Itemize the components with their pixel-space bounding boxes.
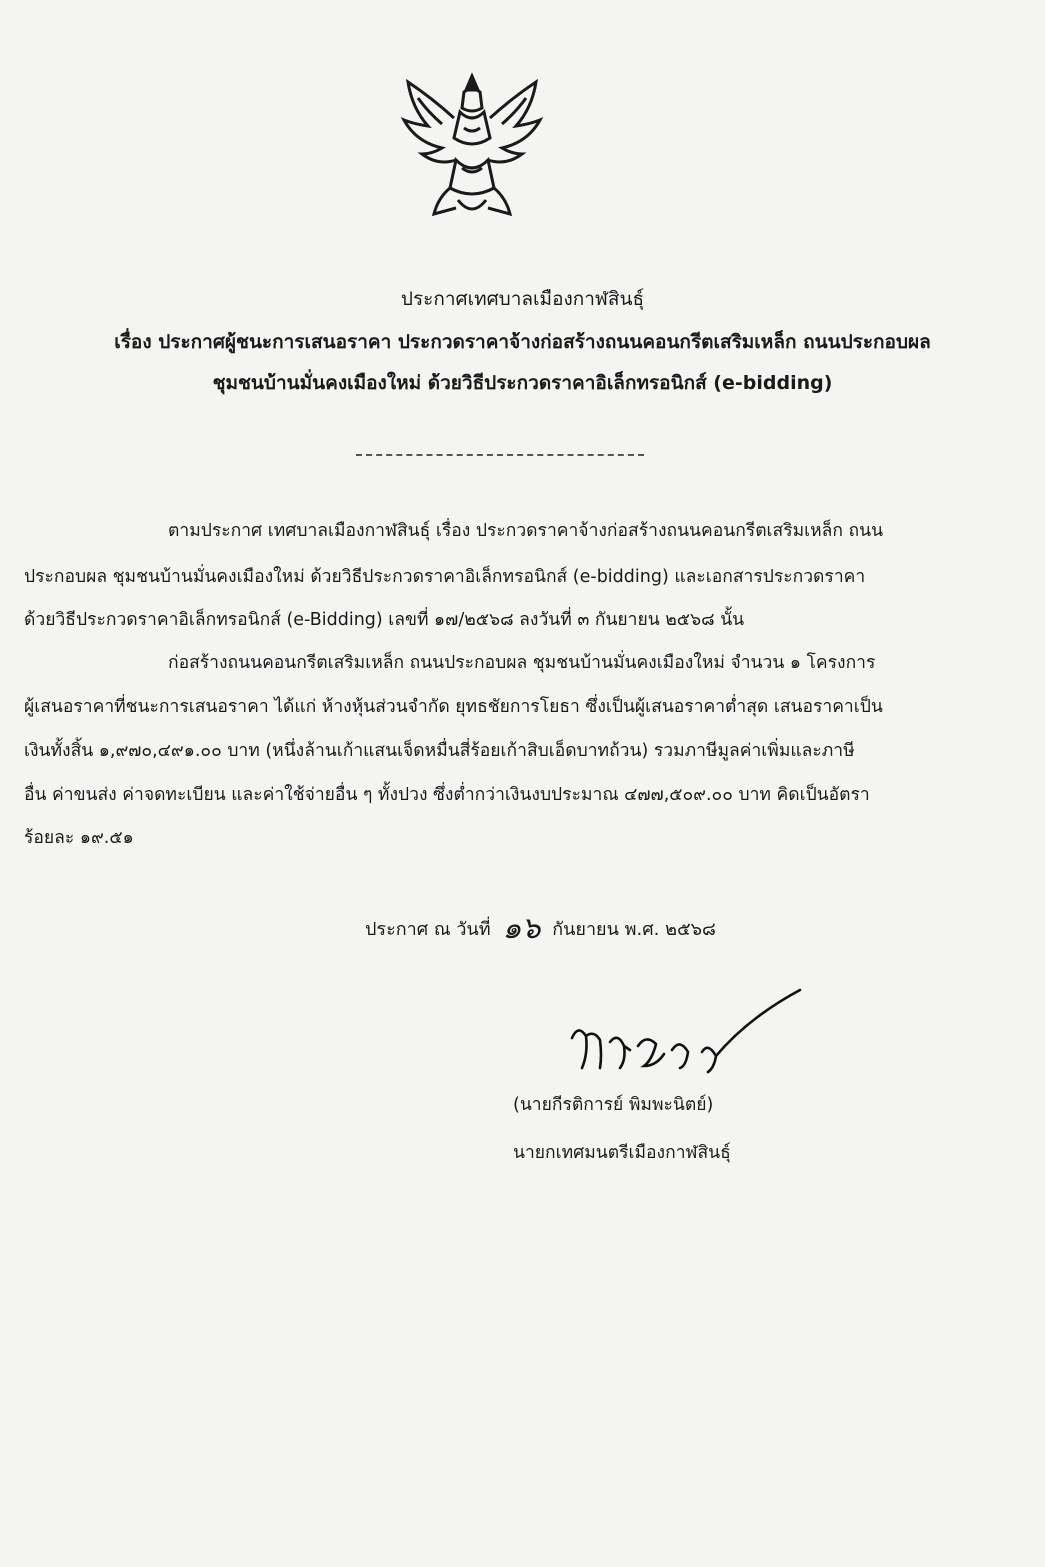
divider [356,454,644,456]
paragraph-2-line-3: เงินทั้งสิ้น ๑,๙๗๐,๔๙๑.๐๐ บาท (หนึ่งล้านเก้าแสนเจ็ดหมื่นสี่ร้อยเก้าสิบเอ็ดบาทถ้วน) รวมภาษีมูลค่าเพิ่มและภาษี [24,741,855,761]
announcement-subject-continued: ชุมชนบ้านมั่นคงเมืองใหม่ ด้วยวิธีประกวดราคาอิเล็กทรอนิกส์ (e-bidding) [212,372,833,394]
garuda-emblem-icon [398,68,546,224]
paragraph-2-line-4: อื่น ค่าขนส่ง ค่าจดทะเบียน และค่าใช้จ่ายอื่น ๆ ทั้งปวง ซึ่งต่ำกว่าเงินงบประมาณ ๔๗๗,๕๐๙.๐๐ บาท คิดเป็นอัตรา [24,785,870,805]
announcement-issuer: ประกาศเทศบาลเมืองกาฬสินธุ์ [400,288,645,310]
handwritten-signature [560,980,810,1080]
paragraph-2-line-2: ผู้เสนอราคาที่ชนะการเสนอราคา ได้แก่ ห้างหุ้นส่วนจำกัด ยุทธชัยการโยธา ซึ่งเป็นผู้เสนอราคาต่ำสุด เสนอราคาเป็น [24,697,883,717]
date-prefix: ประกาศ ณ วันที่ [365,919,491,940]
paragraph-2-line-1: ก่อสร้างถนนคอนกรีตเสริมเหล็ก ถนนประกอบผล ชุมชนบ้านมั่นคงเมืองใหม่ จำนวน ๑ โครงการ [168,653,876,673]
signatory-name: (นายกีรติการย์ พิมพะนิตย์) [513,1095,714,1115]
paragraph-1-line-3: ด้วยวิธีประกวดราคาอิเล็กทรอนิกส์ (e-Bidding) เลขที่ ๑๗/๒๕๖๘ ลงวันที่ ๓ กันยายน ๒๕๖๘ นั้น [24,610,745,630]
date-day-handwritten: ๑๖ [502,911,541,946]
signatory-title: นายกเทศมนตรีเมืองกาฬสินธุ์ [513,1143,731,1163]
paragraph-1-line-1: ตามประกาศ เทศบาลเมืองกาฬสินธุ์ เรื่อง ประกวดราคาจ้างก่อสร้างถนนคอนกรีตเสริมเหล็ก ถนน [168,521,884,541]
announcement-date [365,905,716,952]
announcement-subject: เรื่อง ประกาศผู้ชนะการเสนอราคา ประกวดราคาจ้างก่อสร้างถนนคอนกรีตเสริมเหล็ก ถนนประกอบผล [114,331,931,353]
date-suffix: กันยายน พ.ศ. ๒๕๖๘ [552,919,716,940]
paragraph-1-line-2: ประกอบผล ชุมชนบ้านมั่นคงเมืองใหม่ ด้วยวิธีประกวดราคาอิเล็กทรอนิกส์ (e-bidding) และเอกสารประกวดราคา [24,567,866,587]
paragraph-2-line-5: ร้อยละ ๑๙.๕๑ [24,828,134,848]
